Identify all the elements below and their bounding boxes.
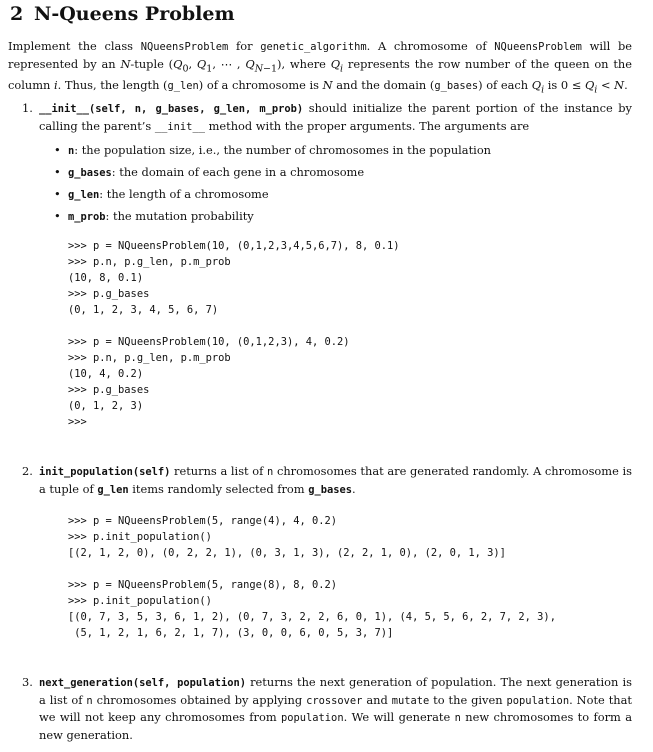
- list-item: • m_prob: the mutation probability: [54, 206, 491, 228]
- code-block-init-population-2: >>> p = NQueensProblem(5, range(8), 8, 0.2) >>> p.init_population() [(0, 7, 3, 5, 3, 6, 1, 2), (0, 7, 3, 2, 2, 6, 0, 1), (4, 5, 5, 6, 2, 7, 2, 3), (5, 1, 2, 1, 6, 2, 1, 7), (3, 0, 0, 6, 0, 5, 3, 7)]: [68, 579, 556, 639]
- list-item-init: 1. __init__(self, n, g_bases, g_len, m_prob) should initialize the parent portion of the instance by calling the parent’s __init__ method with the proper arguments. The arguments are: [22, 101, 632, 133]
- section-title: N-Queens Problem: [34, 3, 235, 25]
- list-item-init-population: 2. init_population(self) returns a list of n chromosomes that are generated randomly. A chromosome is a tuple of g_len items randomly selected from g_bases.: [22, 464, 632, 496]
- code-block-init-2: >>> p = NQueensProblem(10, (0,1,2,3), 4, 0.2) >>> p.n, p.g_len, p.m_prob (10, 4, 0.2) >>> p.g_bases (0, 1, 2, 3) >>>: [68, 336, 350, 428]
- list-item: • n: the population size, i.e., the number of chromosomes in the population: [54, 140, 491, 162]
- list-item: • g_len: the length of a chromosome: [54, 184, 491, 206]
- section-number: 2: [10, 3, 24, 25]
- list-item-next-generation: 3. next_generation(self, population) returns the next generation of population. The next generation is a list of n chromosomes obtained by applying crossover and mutate to the given population. Note that we will not keep any chromosomes from population. We will generate n new chromosomes to form a new generation.: [22, 675, 633, 742]
- list-item: • g_bases: the domain of each gene in a chromosome: [54, 162, 491, 184]
- code-block-init-1: >>> p = NQueensProblem(10, (0,1,2,3,4,5,6,7), 8, 0.1) >>> p.n, p.g_len, p.m_prob (10, 8, 0.1) >>> p.g_bases (0, 1, 2, 3, 4, 5, 6, 7): [68, 240, 400, 316]
- intro-paragraph: Implement the class NQueensProblem for genetic_algorithm. A chromosome of NQueensProblem will be represented by an N-tuple ($Q_0$, $Q_1$, ⋯ , $Q_{N-1}$), where $Q_i$ represents the row number of the queen on the column i. Thus, the length (g_len) of a chromosome is N and the domain (g_bases) of each $Q_i$ is $0 \le Q_i < N$.: [8, 39, 633, 96]
- code-block-init-population-1: >>> p = NQueensProblem(5, range(4), 4, 0.2) >>> p.init_population() [(2, 1, 2, 0), (0, 2, 2, 1), (0, 3, 1, 3), (2, 2, 1, 0), (2, 0, 1, 3)]: [68, 515, 506, 559]
- init-arguments-list: [54, 140, 491, 228]
- section-heading: [10, 3, 235, 25]
